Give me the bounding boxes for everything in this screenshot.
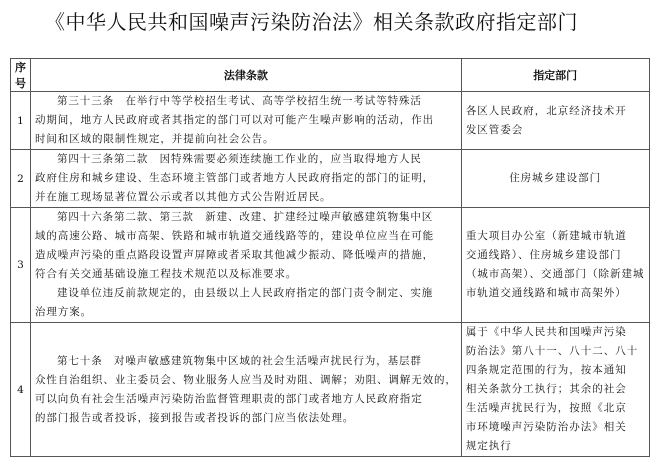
law-line: 第三十三条 在举行中等学校招生考试、高等学校招生统一考试等特殊活 (57, 95, 422, 107)
designated-department (461, 208, 649, 323)
law-line: 造成噪声污染的重点路段设置声屏障或者采取其他减少振动、降低噪声的措施， (35, 249, 434, 261)
row-number: 3 (11, 208, 31, 323)
departments-table (10, 58, 650, 457)
law-clause (31, 208, 462, 323)
row-number: 2 (11, 150, 31, 208)
row-number: 1 (11, 92, 31, 150)
designated-department (461, 323, 649, 457)
designated-department (461, 92, 649, 150)
law-line: 第七十条 对噪声敏感建筑物集中区域的社会生活噪声扰民行为，基层群 (57, 354, 422, 367)
table-row (11, 323, 650, 457)
law-line: 动期间，地方人民政府或者其指定的部门可以对可能产生噪声影响的活动，作出 (35, 114, 434, 126)
law-clause (31, 150, 462, 208)
law-line: 建设单位违反前款规定的，由县级以上人民政府指定的部门责令制定、实施 (57, 287, 434, 299)
law-line: 时间和区域的限制性规定，并提前向社会公告。 (35, 133, 275, 145)
table-header (11, 59, 650, 92)
law-clause (31, 92, 462, 150)
law-line: 第四十三条第二款 因特殊需要必须连续施工作业的，应当取得地方人民 (57, 153, 422, 165)
row-number: 4 (11, 323, 31, 457)
department-line: 市环境噪声污染防治办法》相关 (465, 421, 627, 433)
department-line: （城市高架）、交通部门（除新建城 (465, 268, 645, 280)
law-line: 的部门报告或者投诉，接到报告或者投诉的部门应当依法处理。 (35, 411, 355, 424)
department-line: 生活噪声扰民行为，按照《北京 (465, 402, 627, 414)
department-line: 四条规定范围的行为，按本通知 (465, 364, 627, 376)
page-title: 《中华人民共和国噪声污染防治法》相关条款政府指定部门 (45, 10, 578, 34)
law-line: 众性自治组织、业主委员会、物业服务人应当及时劝阻、调解；劝阻、调解无效的， (35, 373, 457, 386)
department-line: 市轨道交通线路和城市高架外） (465, 287, 627, 299)
law-line: 符合有关交通基础设施工程技术规范以及标准要求。 (35, 268, 298, 280)
department-line: 规定执行 (465, 440, 512, 452)
law-line: 第四十六条第二款、第三款 新建、改建、扩建经过噪声敏感建筑物集中区 (57, 211, 434, 223)
department-line: 重大项目办公室（新建城市轨道 (465, 230, 627, 242)
department-line: 各区人民政府，北京经济技术开 (465, 104, 627, 117)
department-line: 交通线路）、住房城乡建设部门 (465, 249, 622, 261)
department-line: 防治法》第八十一、八十二、八十 (465, 345, 639, 357)
department-line: 属于《中华人民共和国噪声污染 (465, 326, 627, 338)
table-row (11, 92, 650, 150)
department-line: 发区管委会 (465, 123, 524, 136)
law-line: 域的高速公路、城市高架、铁路和城市轨道交通线路等的，建设单位应当在可能 (35, 230, 434, 242)
header-department: 指定部门 (461, 59, 649, 92)
law-line: 政府住房和城乡建设、生态环境主管部门或者地方人民政府指定的部门的证明， (35, 172, 434, 184)
law-line: 可以向负有社会生活噪声污染防治监督管理职责的部门或者地方人民政府指定 (35, 392, 423, 405)
department-line: 住房城乡建设部门 (509, 172, 602, 184)
header-number: 序号 (11, 59, 31, 92)
designated-department (461, 150, 649, 208)
law-line: 治理方案。 (35, 306, 92, 318)
table-row (11, 208, 650, 323)
header-law: 法律条款 (31, 59, 462, 92)
table-row (11, 150, 650, 208)
law-line: 并在施工现场显著位置公示或者以其他方式公告附近居民。 (35, 191, 332, 203)
law-clause (31, 323, 462, 457)
department-line: 相关条款分工执行；其余的社会 (465, 383, 627, 395)
